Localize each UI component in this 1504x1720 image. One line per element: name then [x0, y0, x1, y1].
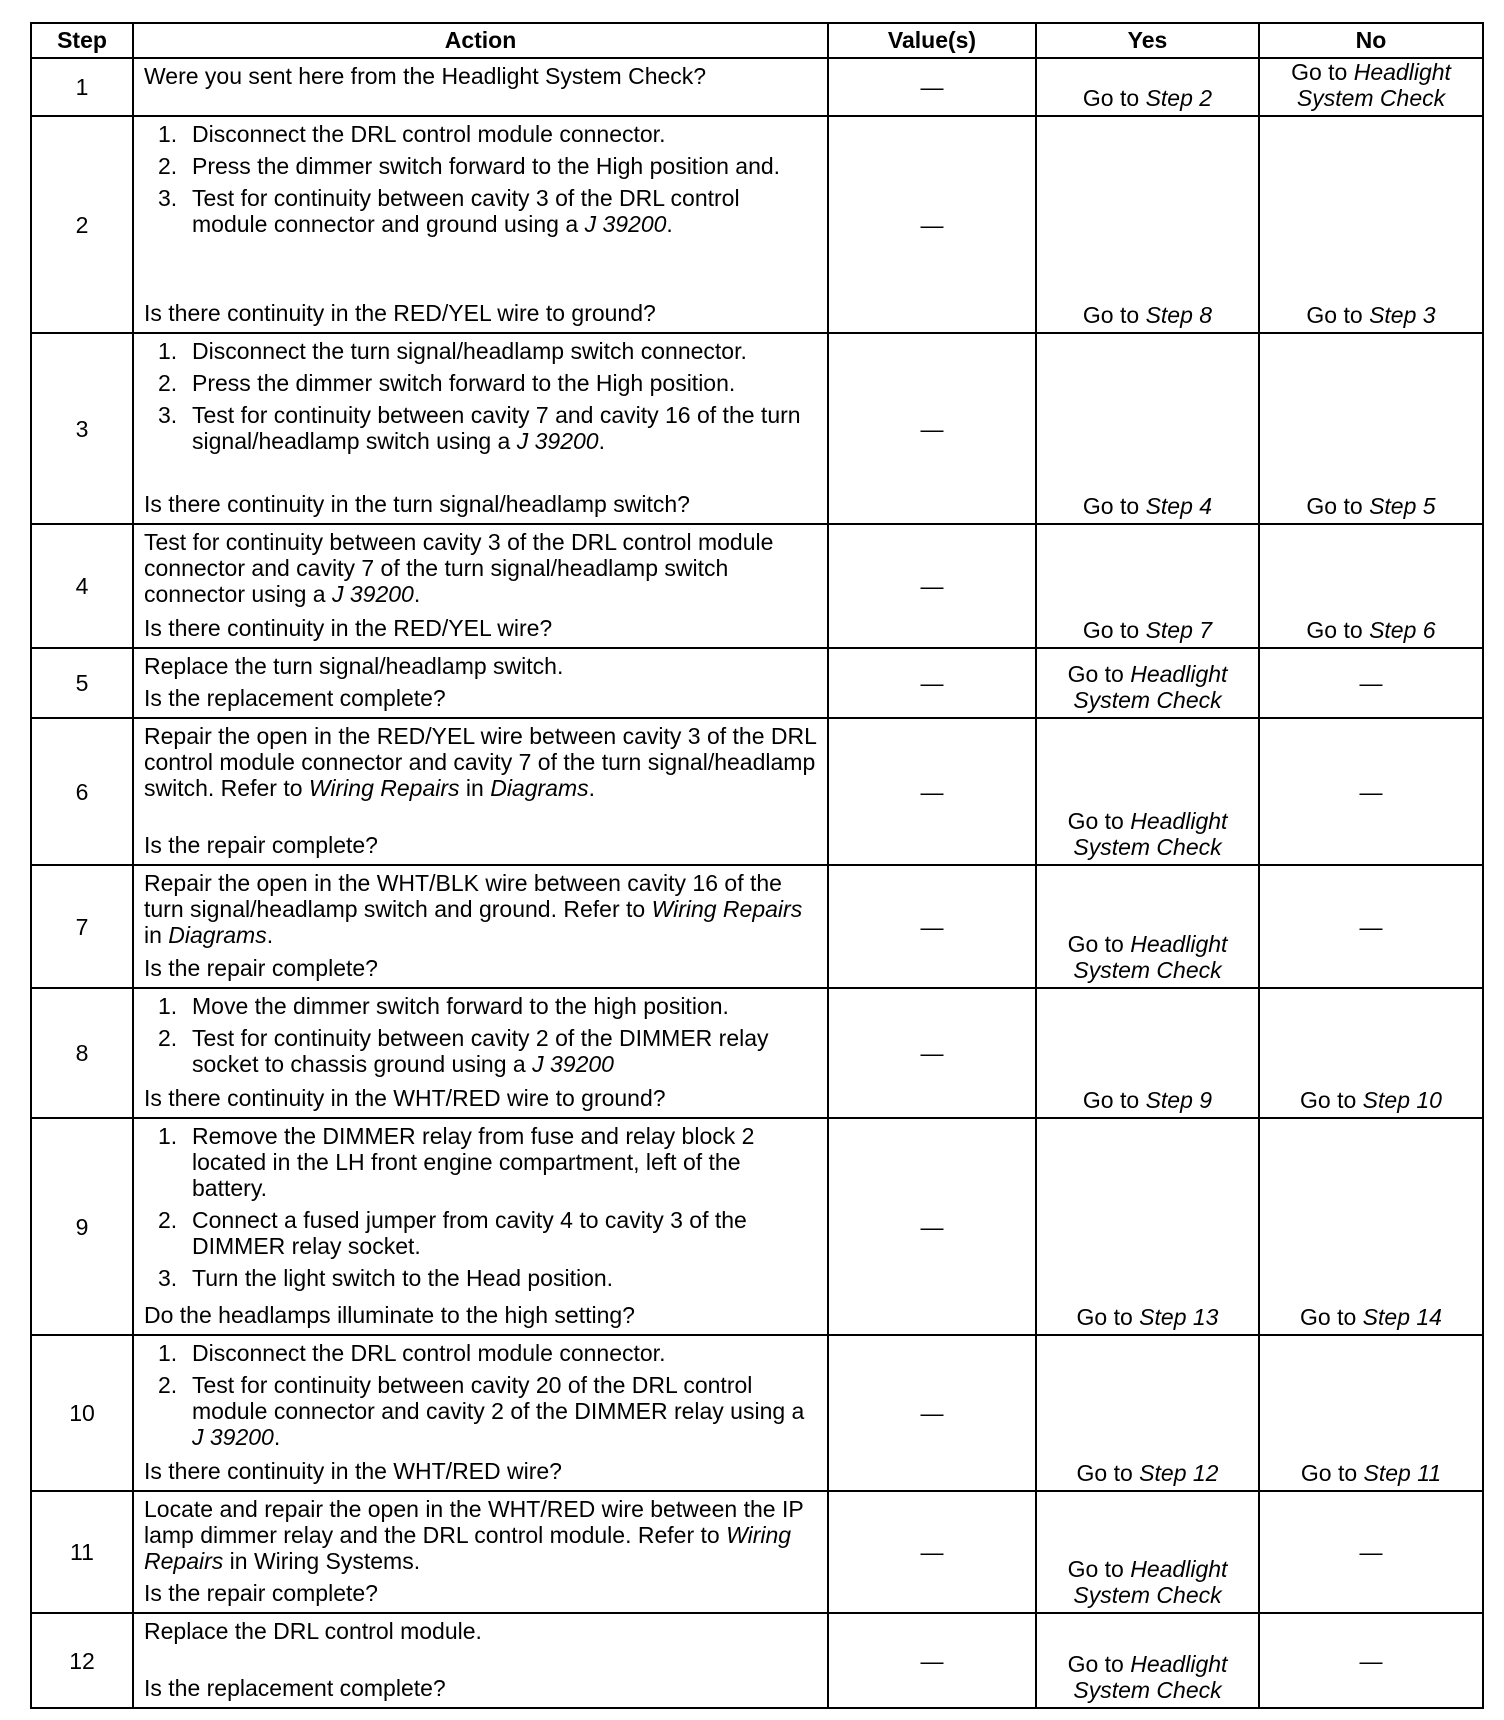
value-cell: —: [828, 1118, 1036, 1335]
value-cell: —: [828, 648, 1036, 718]
reference-link: Headlight System Check: [1296, 59, 1451, 111]
header-value: Value(s): [828, 23, 1036, 58]
step-number: 4: [31, 524, 133, 648]
action-text: Replace the DRL control module.: [144, 1618, 482, 1644]
action-cell: [133, 58, 828, 116]
reference-link: Headlight System Check: [1073, 1651, 1228, 1703]
go-to-text: Go to: [1067, 931, 1124, 957]
action-question: Is the replacement complete?: [144, 685, 446, 711]
go-to-text: Go to: [1306, 493, 1363, 519]
go-to-text: Go to: [1300, 1460, 1358, 1486]
no-cell: [1259, 333, 1483, 524]
step-number: 12: [31, 1613, 133, 1708]
value-cell: —: [828, 988, 1036, 1118]
action-cell: [133, 1118, 828, 1335]
action-text: Repair the open in the WHT/BLK wire between cavity 16 of the turn signal/headlamp switch and ground. Refer to Wiring Repairs in Diagrams.: [144, 870, 803, 948]
go-to-text: Go to: [1082, 85, 1140, 111]
yes-cell: [1036, 865, 1259, 988]
step-link: Step 7: [1145, 617, 1213, 643]
action-cell: [133, 524, 828, 648]
action-question: Is the repair complete?: [144, 1580, 378, 1606]
table-row: [31, 1118, 1483, 1335]
go-to-text: Go to: [1067, 1556, 1124, 1582]
value-cell: —: [828, 1613, 1036, 1708]
action-text: Replace the turn signal/headlamp switch.: [144, 653, 564, 679]
step-number: 7: [31, 865, 133, 988]
yes-cell: [1036, 988, 1259, 1118]
no-cell: [1259, 524, 1483, 648]
header-step: Step: [31, 23, 133, 58]
yes-cell: [1036, 58, 1259, 116]
action-item: 1. Move the dimmer switch forward to the high position.: [158, 993, 729, 1019]
action-cell: [133, 116, 828, 333]
yes-cell: [1036, 1118, 1259, 1335]
action-item: 2. Test for continuity between cavity 2 of the DIMMER relay socket to chassis ground using a J 39200: [158, 1025, 769, 1077]
table-row: [31, 718, 1483, 865]
action-item: 3. Test for continuity between cavity 3 of the DRL control module connector and ground using a J 39200.: [158, 185, 740, 237]
table-row: [31, 865, 1483, 988]
yes-cell: [1036, 648, 1259, 718]
reference-link: Headlight System Check: [1073, 1556, 1228, 1608]
action-text: Test for continuity between cavity 3 of the DRL control module connector and cavity 7 of the turn signal/headlamp switch connector using a J 39200.: [144, 529, 774, 607]
yes-cell: [1036, 718, 1259, 865]
action-question: Is there continuity in the RED/YEL wire to ground?: [144, 300, 656, 326]
step-number: 10: [31, 1335, 133, 1491]
action-question: Is the repair complete?: [144, 832, 378, 858]
step-number: 9: [31, 1118, 133, 1335]
table-row: [31, 1335, 1483, 1491]
go-to-text: Go to: [1076, 1460, 1133, 1486]
yes-cell: [1036, 116, 1259, 333]
go-to-text: Go to: [1300, 1087, 1357, 1113]
action-question: Is there continuity in the WHT/RED wire to ground?: [144, 1085, 666, 1111]
go-to-text: Go to: [1067, 808, 1124, 834]
go-to-text: Go to: [1082, 493, 1140, 519]
action-item: 1. Remove the DIMMER relay from fuse and relay block 2 located in the LH front engine compartment, left of the battery.: [158, 1123, 755, 1201]
table-row: [31, 333, 1483, 524]
action-cell: [133, 1335, 828, 1491]
action-question: Is the repair complete?: [144, 955, 378, 981]
yes-cell: [1036, 1491, 1259, 1613]
value-cell: —: [828, 865, 1036, 988]
go-to-text: Go to: [1082, 302, 1140, 328]
step-link: Step 4: [1145, 493, 1213, 519]
go-to-text: Go to: [1067, 661, 1124, 687]
step-link: Step 5: [1369, 493, 1436, 519]
go-to-text: Go to: [1082, 1087, 1140, 1113]
no-cell: [1259, 988, 1483, 1118]
action-item: 1. Disconnect the turn signal/headlamp switch connector.: [158, 338, 747, 364]
table-row: [31, 1613, 1483, 1708]
diagnostic-table: [30, 22, 1484, 1709]
go-to-text: Go to: [1306, 302, 1363, 328]
step-link: Step 12: [1139, 1460, 1219, 1486]
action-cell: [133, 988, 828, 1118]
no-cell: —: [1259, 718, 1483, 865]
yes-cell: [1036, 333, 1259, 524]
step-number: 1: [31, 58, 133, 116]
table-row: [31, 524, 1483, 648]
action-cell: [133, 1491, 828, 1613]
action-question: Is there continuity in the RED/YEL wire?: [144, 615, 553, 641]
go-to-text: Go to: [1306, 617, 1363, 643]
value-cell: —: [828, 524, 1036, 648]
value-cell: —: [828, 333, 1036, 524]
no-cell: —: [1259, 865, 1483, 988]
step-number: 3: [31, 333, 133, 524]
go-to-text: Go to: [1291, 59, 1348, 85]
step-number: 8: [31, 988, 133, 1118]
action-text: Were you sent here from the Headlight System Check?: [144, 63, 707, 89]
step-number: 5: [31, 648, 133, 718]
step-link: Step 2: [1145, 85, 1213, 111]
value-cell: —: [828, 1491, 1036, 1613]
action-item: 3. Test for continuity between cavity 7 and cavity 16 of the turn signal/headlamp switch using a J 39200.: [158, 402, 801, 454]
step-link: Step 11: [1363, 1460, 1442, 1486]
value-cell: —: [828, 116, 1036, 333]
action-question: Is the replacement complete?: [144, 1675, 446, 1701]
header-action: Action: [133, 23, 828, 58]
no-cell: [1259, 1118, 1483, 1335]
action-item: 2. Press the dimmer switch forward to the High position and.: [158, 153, 781, 179]
reference-link: Headlight System Check: [1073, 661, 1228, 713]
action-item: 3. Turn the light switch to the Head position.: [158, 1265, 614, 1291]
yes-cell: [1036, 1613, 1259, 1708]
action-item: 2. Connect a fused jumper from cavity 4 to cavity 3 of the DIMMER relay socket.: [158, 1207, 747, 1259]
go-to-text: Go to: [1082, 617, 1140, 643]
action-cell: [133, 648, 828, 718]
table-row: [31, 648, 1483, 718]
action-item: 2. Test for continuity between cavity 20 of the DRL control module connector and cavity 2 of the DIMMER relay using a J 39200.: [158, 1372, 805, 1450]
action-item: 2. Press the dimmer switch forward to the High position.: [158, 370, 736, 396]
no-cell: —: [1259, 648, 1483, 718]
reference-link: Headlight System Check: [1073, 808, 1228, 860]
go-to-text: Go to: [1300, 1304, 1357, 1330]
step-number: 11: [31, 1491, 133, 1613]
table-row: [31, 988, 1483, 1118]
header-yes: Yes: [1036, 23, 1259, 58]
action-text: Locate and repair the open in the WHT/RED wire between the IP lamp dimmer relay and the DRL control module. Refer to Wiring Repairs in Wiring Systems.: [144, 1496, 804, 1574]
table-row: [31, 1491, 1483, 1613]
action-text: Repair the open in the RED/YEL wire between cavity 3 of the DRL control module connector and cavity 7 of the turn signal/headlamp switch. Refer to Wiring Repairs in Diagrams.: [144, 723, 817, 801]
go-to-text: Go to: [1076, 1304, 1133, 1330]
value-cell: —: [828, 718, 1036, 865]
step-link: Step 14: [1362, 1304, 1442, 1330]
step-link: Step 13: [1139, 1304, 1219, 1330]
value-cell: —: [828, 1335, 1036, 1491]
step-link: Step 3: [1369, 302, 1436, 328]
action-cell: [133, 865, 828, 988]
yes-cell: [1036, 1335, 1259, 1491]
step-number: 2: [31, 116, 133, 333]
no-cell: —: [1259, 1491, 1483, 1613]
step-number: 6: [31, 718, 133, 865]
go-to-text: Go to: [1067, 1651, 1124, 1677]
step-link: Step 8: [1145, 302, 1213, 328]
action-item: 1. Disconnect the DRL control module connector.: [158, 121, 666, 147]
table-row: [31, 116, 1483, 333]
action-question: Is there continuity in the turn signal/headlamp switch?: [144, 491, 690, 517]
no-cell: [1259, 116, 1483, 333]
value-cell: —: [828, 58, 1036, 116]
no-cell: —: [1259, 1613, 1483, 1708]
reference-link: Headlight System Check: [1073, 931, 1228, 983]
action-cell: [133, 718, 828, 865]
yes-cell: [1036, 524, 1259, 648]
step-link: Step 6: [1369, 617, 1436, 643]
step-link: Step 10: [1362, 1087, 1442, 1113]
action-question: Do the headlamps illuminate to the high setting?: [144, 1302, 635, 1328]
step-link: Step 9: [1145, 1087, 1213, 1113]
action-question: Is there continuity in the WHT/RED wire?: [144, 1458, 562, 1484]
action-item: 1. Disconnect the DRL control module connector.: [158, 1340, 666, 1366]
action-cell: [133, 333, 828, 524]
action-cell: [133, 1613, 828, 1708]
no-cell: [1259, 58, 1483, 116]
no-cell: [1259, 1335, 1483, 1491]
header-no: No: [1259, 23, 1483, 58]
header-row: [31, 23, 1483, 58]
table-row: [31, 58, 1483, 116]
